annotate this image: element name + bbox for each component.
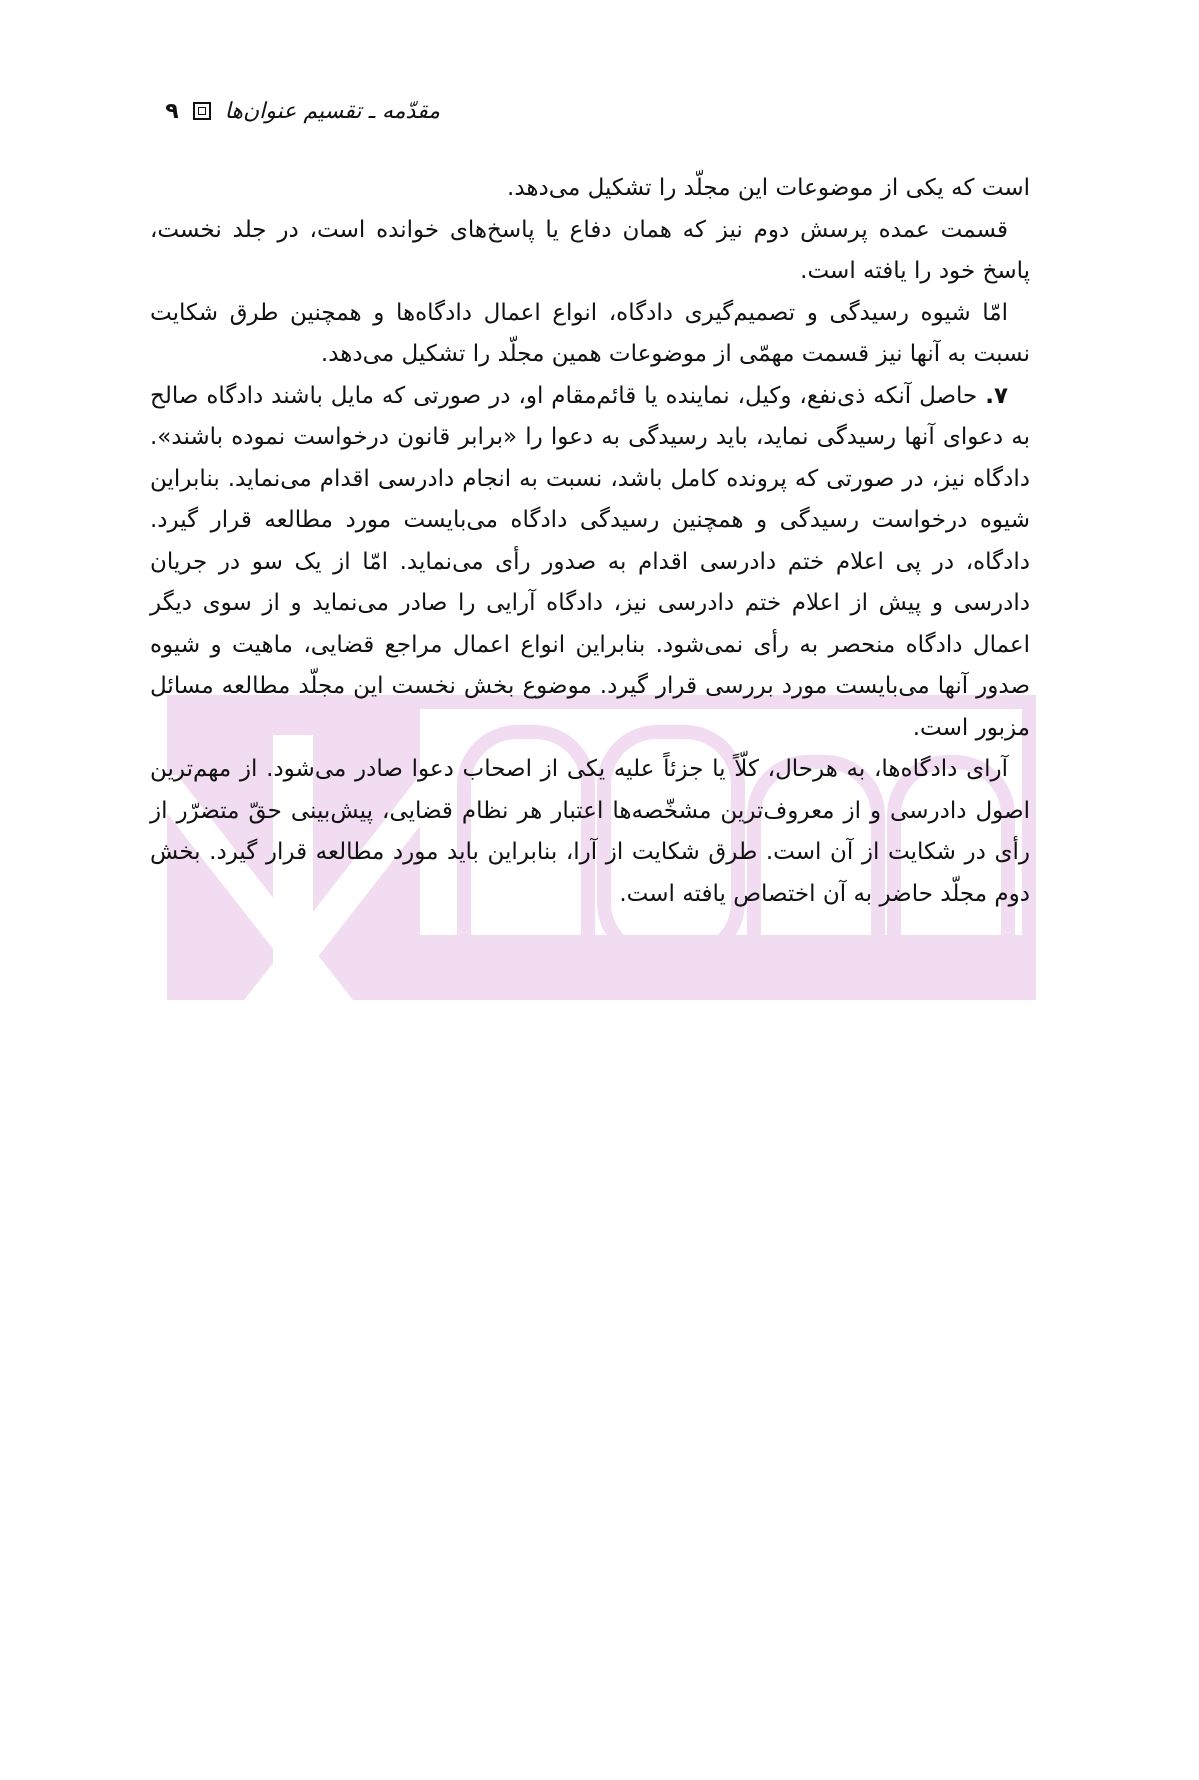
paragraph: است که یکی از موضوعات این مجلّد را تشکیل می‌دهد.: [507, 175, 1030, 201]
paragraph: آرای دادگاه‌ها، به هرحال، کلّاً یا جزئاً علیه یکی از اصحاب دعوا صادر می‌شود. از مهم‌ترین اصول دادرسی و از معروف‌ترین مشخّصه‌ها اعتبار هر نظام قضایی، پیش‌بینی حقّ متضرّر از رأی در شکایت از آن است. طرق شکایت از آرا، بنابراین باید مورد مطالعه قرار گیرد. بخش دوم مجلّد حاضر به آن اختصاص یافته است.: [150, 756, 1030, 907]
running-header-title: مقدّمه ـ تقسیم عنوان‌ها: [224, 98, 440, 124]
numbered-paragraph: [150, 376, 1030, 750]
paragraph: قسمت عمده پرسش دوم نیز که همان دفاع یا پاسخ‌های خوانده است، در جلد نخست، پاسخ خود را یافته است.: [150, 216, 1030, 284]
paragraph-text: حاصل آنکه ذی‌نفع، وکیل، نماینده یا قائم‌مقام او، در صورتی که مایل باشند دادگاه صالح به دعوای آنها رسیدگی نماید، باید رسیدگی به دعوا را «برابر قانون درخواست نموده باشند». دادگاه نیز، در صورتی که پرونده کامل باشد، نسبت به انجام دادرسی اقدام می‌نماید. بنابراین شیوه درخواست رسیدگی و همچنین رسیدگی دادگاه می‌بایست مورد مطالعه قرار گیرد. دادگاه، در پی اعلام ختم دادرسی اقدام به صدور رأی می‌نماید. امّا از یک سو در جریان دادرسی و پیش از اعلام ختم دادرسی نیز، دادگاه آرایی را صادر می‌نماید و از سوی دیگر اعمال دادگاه منحصر به رأی نمی‌شود. بنابراین انواع اعمال مراجع قضایی، ماهیت و شیوه صدور آنها می‌بایست مورد بررسی قرار گیرد. موضوع بخش نخست این مجلّد مطالعه مسائل مزبور است.: [150, 382, 1030, 741]
page-number: ۹: [165, 98, 179, 124]
paragraph: امّا شیوه رسیدگی و تصمیم‌گیری دادگاه، انواع اعمال دادگاه‌ها و همچنین طرق شکایت نسبت به آنها نیز قسمت مهمّی از موضوعات همین مجلّد را تشکیل می‌دهد.: [150, 299, 1030, 367]
running-header: [150, 94, 440, 128]
square-frame-icon: [193, 102, 211, 120]
paragraph-number: ۷.: [985, 382, 1009, 409]
body-text: [150, 168, 1030, 915]
